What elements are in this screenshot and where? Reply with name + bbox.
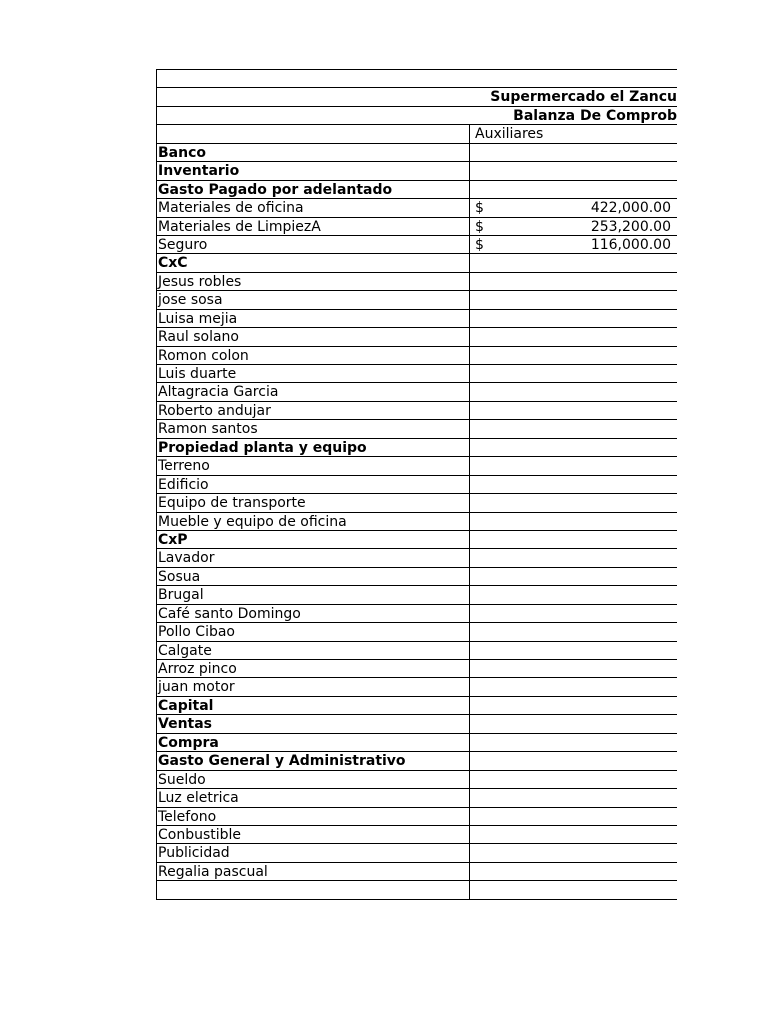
title-row-1 <box>157 88 677 106</box>
account-name-cell[interactable]: Banco <box>157 144 470 161</box>
currency-symbol <box>475 365 505 382</box>
auxiliares-cell[interactable] <box>470 863 677 880</box>
amount-value <box>505 347 671 364</box>
account-name-cell[interactable]: Gasto Pagado por adelantado <box>157 181 470 198</box>
account-row <box>157 347 677 365</box>
auxiliares-cell[interactable] <box>470 678 677 695</box>
account-row <box>157 494 677 512</box>
currency-symbol <box>475 586 505 603</box>
account-name-cell[interactable]: Edificio <box>157 476 470 493</box>
amount-value <box>505 734 671 751</box>
currency-symbol: $ <box>475 200 484 217</box>
currency-symbol: $ <box>475 218 484 235</box>
account-name-cell[interactable]: Raul solano <box>157 328 470 345</box>
account-row <box>157 531 677 549</box>
account-name-cell[interactable]: jose sosa <box>157 291 470 308</box>
auxiliares-cell[interactable] <box>470 402 677 419</box>
account-name-cell[interactable]: Propiedad planta y equipo <box>157 439 470 456</box>
amount-value <box>505 457 671 474</box>
empty-top-row <box>157 70 677 88</box>
amount-value: 422,000.00 <box>590 200 671 217</box>
auxiliares-cell[interactable] <box>470 752 677 769</box>
amount-value <box>505 402 671 419</box>
currency-symbol <box>475 420 505 437</box>
amount-value <box>505 715 671 732</box>
account-row <box>157 291 677 309</box>
currency-symbol <box>475 642 505 659</box>
account-row <box>157 402 677 420</box>
currency-symbol <box>475 310 505 327</box>
auxiliares-cell[interactable] <box>470 586 677 603</box>
account-row <box>157 420 677 438</box>
currency-symbol: $ <box>475 236 484 253</box>
amount-value <box>505 623 671 640</box>
account-name-cell[interactable]: Altagracia Garcia <box>157 383 470 400</box>
account-name-cell[interactable]: Luisa mejia <box>157 310 470 327</box>
account-name-cell[interactable]: Regalia pascual <box>157 863 470 880</box>
account-row <box>157 310 677 328</box>
account-name-cell[interactable]: juan motor <box>157 678 470 695</box>
spreadsheet <box>156 69 677 900</box>
amount-value <box>505 660 671 677</box>
auxiliares-cell[interactable] <box>470 254 677 271</box>
auxiliares-cell[interactable] <box>470 734 677 751</box>
auxiliares-cell[interactable] <box>470 771 677 788</box>
account-row <box>157 365 677 383</box>
account-row <box>157 752 677 770</box>
currency-symbol <box>475 144 505 161</box>
currency-symbol <box>475 752 505 769</box>
account-row <box>157 586 677 604</box>
auxiliares-cell[interactable] <box>470 328 677 345</box>
account-name-cell[interactable]: Luis duarte <box>157 365 470 382</box>
currency-symbol <box>475 181 505 198</box>
account-name-cell[interactable]: Sosua <box>157 568 470 585</box>
account-row <box>157 236 677 254</box>
account-row <box>157 218 677 236</box>
auxiliares-cell[interactable] <box>470 789 677 806</box>
auxiliares-cell[interactable] <box>470 476 677 493</box>
account-name-cell[interactable]: Gasto General y Administrativo <box>157 752 470 769</box>
account-row <box>157 273 677 291</box>
amount-value <box>505 568 671 585</box>
currency-symbol <box>475 844 505 861</box>
account-name-cell[interactable]: Materiales de oficina <box>157 199 470 216</box>
amount-value <box>505 162 671 179</box>
currency-symbol <box>475 808 505 825</box>
account-name-cell[interactable]: Conbustible <box>157 826 470 843</box>
account-row <box>157 439 677 457</box>
title-row-2 <box>157 107 677 125</box>
account-row <box>157 328 677 346</box>
amount-value <box>505 291 671 308</box>
auxiliares-cell[interactable] <box>470 605 677 622</box>
account-row <box>157 808 677 826</box>
currency-symbol <box>475 347 505 364</box>
amount-value <box>505 549 671 566</box>
currency-symbol <box>475 549 505 566</box>
account-row <box>157 863 677 881</box>
auxiliares-cell[interactable] <box>470 365 677 382</box>
amount-value <box>505 181 671 198</box>
report-title: Balanza De Comprob <box>513 107 677 124</box>
currency-symbol <box>475 863 505 880</box>
auxiliares-cell[interactable] <box>470 457 677 474</box>
account-name-cell[interactable]: Telefono <box>157 808 470 825</box>
amount-value <box>505 752 671 769</box>
auxiliares-cell[interactable] <box>470 144 677 161</box>
account-name-cell[interactable]: Seguro <box>157 236 470 253</box>
auxiliares-cell[interactable] <box>470 531 677 548</box>
auxiliares-cell[interactable] <box>470 236 677 253</box>
amount-value <box>505 881 671 898</box>
currency-symbol <box>475 383 505 400</box>
auxiliares-cell[interactable] <box>470 513 677 530</box>
auxiliares-cell[interactable] <box>470 181 677 198</box>
account-name-cell[interactable]: Lavador <box>157 549 470 566</box>
amount-value <box>505 605 671 622</box>
auxiliares-header-cell <box>470 125 677 142</box>
account-name-cell[interactable]: Compra <box>157 734 470 751</box>
currency-symbol <box>475 273 505 290</box>
amount-value <box>505 826 671 843</box>
currency-symbol <box>475 789 505 806</box>
account-name-cell[interactable]: Brugal <box>157 586 470 603</box>
currency-symbol <box>475 162 505 179</box>
amount-value <box>505 144 671 161</box>
account-row <box>157 457 677 475</box>
auxiliares-cell[interactable] <box>470 383 677 400</box>
account-row <box>157 660 677 678</box>
auxiliares-cell[interactable] <box>470 439 677 456</box>
account-name-cell[interactable]: Equipo de transporte <box>157 494 470 511</box>
currency-symbol <box>475 623 505 640</box>
account-row <box>157 549 677 567</box>
account-name-cell[interactable]: Calgate <box>157 642 470 659</box>
currency-symbol <box>475 697 505 714</box>
account-name-cell[interactable]: Luz eletrica <box>157 789 470 806</box>
currency-symbol <box>475 826 505 843</box>
column-header-row <box>157 125 677 143</box>
auxiliares-label: Auxiliares <box>475 126 544 143</box>
amount-value <box>505 420 671 437</box>
currency-symbol <box>475 660 505 677</box>
account-name-cell[interactable]: Pollo Cibao <box>157 623 470 640</box>
auxiliares-cell[interactable] <box>470 273 677 290</box>
account-row <box>157 881 677 899</box>
currency-symbol <box>475 439 505 456</box>
amount-value <box>505 383 671 400</box>
amount-value <box>505 513 671 530</box>
auxiliares-cell[interactable] <box>470 808 677 825</box>
company-title: Supermercado el Zancu <box>490 89 677 106</box>
amount-value <box>505 771 671 788</box>
account-name-cell[interactable]: Café santo Domingo <box>157 605 470 622</box>
amount-value <box>505 254 671 271</box>
currency-symbol <box>475 531 505 548</box>
amount-value <box>505 678 671 695</box>
account-name-cell[interactable]: Capital <box>157 697 470 714</box>
account-name-cell[interactable] <box>157 881 470 898</box>
account-row <box>157 642 677 660</box>
currency-symbol <box>475 771 505 788</box>
amount-value: 253,200.00 <box>590 218 671 235</box>
currency-symbol <box>475 734 505 751</box>
currency-symbol <box>475 715 505 732</box>
amount-value <box>505 808 671 825</box>
account-name-cell[interactable]: Ramon santos <box>157 420 470 437</box>
amount-value <box>505 439 671 456</box>
account-name-cell[interactable]: Ventas <box>157 715 470 732</box>
account-row <box>157 162 677 180</box>
auxiliares-cell[interactable] <box>470 347 677 364</box>
account-row <box>157 715 677 733</box>
auxiliares-cell[interactable] <box>470 715 677 732</box>
auxiliares-cell[interactable] <box>470 310 677 327</box>
currency-symbol <box>475 328 505 345</box>
auxiliares-cell[interactable] <box>470 199 677 216</box>
auxiliares-cell[interactable] <box>470 420 677 437</box>
account-name-cell[interactable]: Roberto andujar <box>157 402 470 419</box>
auxiliares-cell[interactable] <box>470 826 677 843</box>
amount-value <box>505 328 671 345</box>
currency-symbol <box>475 605 505 622</box>
auxiliares-cell[interactable] <box>470 218 677 235</box>
currency-symbol <box>475 881 505 898</box>
account-row <box>157 697 677 715</box>
auxiliares-cell[interactable] <box>470 549 677 566</box>
amount-value <box>505 642 671 659</box>
auxiliares-cell[interactable] <box>470 697 677 714</box>
currency-symbol <box>475 568 505 585</box>
account-row <box>157 605 677 623</box>
account-name-cell[interactable]: Romon colon <box>157 347 470 364</box>
currency-symbol <box>475 678 505 695</box>
auxiliares-cell[interactable] <box>470 291 677 308</box>
account-row <box>157 844 677 862</box>
auxiliares-cell[interactable] <box>470 494 677 511</box>
account-name-cell[interactable]: Jesus robles <box>157 273 470 290</box>
account-name-cell[interactable]: Publicidad <box>157 844 470 861</box>
amount-value <box>505 273 671 290</box>
currency-symbol <box>475 513 505 530</box>
account-row <box>157 513 677 531</box>
auxiliares-cell[interactable] <box>470 844 677 861</box>
amount-value <box>505 531 671 548</box>
account-row <box>157 789 677 807</box>
auxiliares-cell[interactable] <box>470 660 677 677</box>
amount-value: 116,000.00 <box>590 236 671 253</box>
account-row <box>157 199 677 217</box>
account-name-cell[interactable]: CxC <box>157 254 470 271</box>
account-row <box>157 181 677 199</box>
account-name-cell[interactable]: Arroz pinco <box>157 660 470 677</box>
auxiliares-cell[interactable] <box>470 162 677 179</box>
auxiliares-cell[interactable] <box>470 568 677 585</box>
amount-value <box>505 863 671 880</box>
currency-symbol <box>475 291 505 308</box>
auxiliares-cell[interactable] <box>470 623 677 640</box>
account-row <box>157 254 677 272</box>
amount-value <box>505 310 671 327</box>
currency-symbol <box>475 476 505 493</box>
account-row <box>157 623 677 641</box>
account-name-cell[interactable]: Terreno <box>157 457 470 474</box>
amount-value <box>505 365 671 382</box>
account-name-cell[interactable]: Sueldo <box>157 771 470 788</box>
auxiliares-cell[interactable] <box>470 881 677 898</box>
account-row <box>157 771 677 789</box>
account-rows <box>157 144 677 900</box>
account-name-cell[interactable]: Mueble y equipo de oficina <box>157 513 470 530</box>
currency-symbol <box>475 402 505 419</box>
account-name-cell[interactable]: CxP <box>157 531 470 548</box>
amount-value <box>505 476 671 493</box>
currency-symbol <box>475 494 505 511</box>
amount-value <box>505 586 671 603</box>
amount-value <box>505 844 671 861</box>
amount-value <box>505 697 671 714</box>
account-header-cell <box>157 125 470 142</box>
amount-value <box>505 789 671 806</box>
account-row <box>157 383 677 401</box>
account-row <box>157 144 677 162</box>
account-row <box>157 568 677 586</box>
account-row <box>157 476 677 494</box>
auxiliares-cell[interactable] <box>470 642 677 659</box>
account-name-cell[interactable]: Materiales de LimpiezA <box>157 218 470 235</box>
currency-symbol <box>475 457 505 474</box>
account-row <box>157 678 677 696</box>
account-row <box>157 826 677 844</box>
account-row <box>157 734 677 752</box>
account-name-cell[interactable]: Inventario <box>157 162 470 179</box>
currency-symbol <box>475 254 505 271</box>
amount-value <box>505 494 671 511</box>
